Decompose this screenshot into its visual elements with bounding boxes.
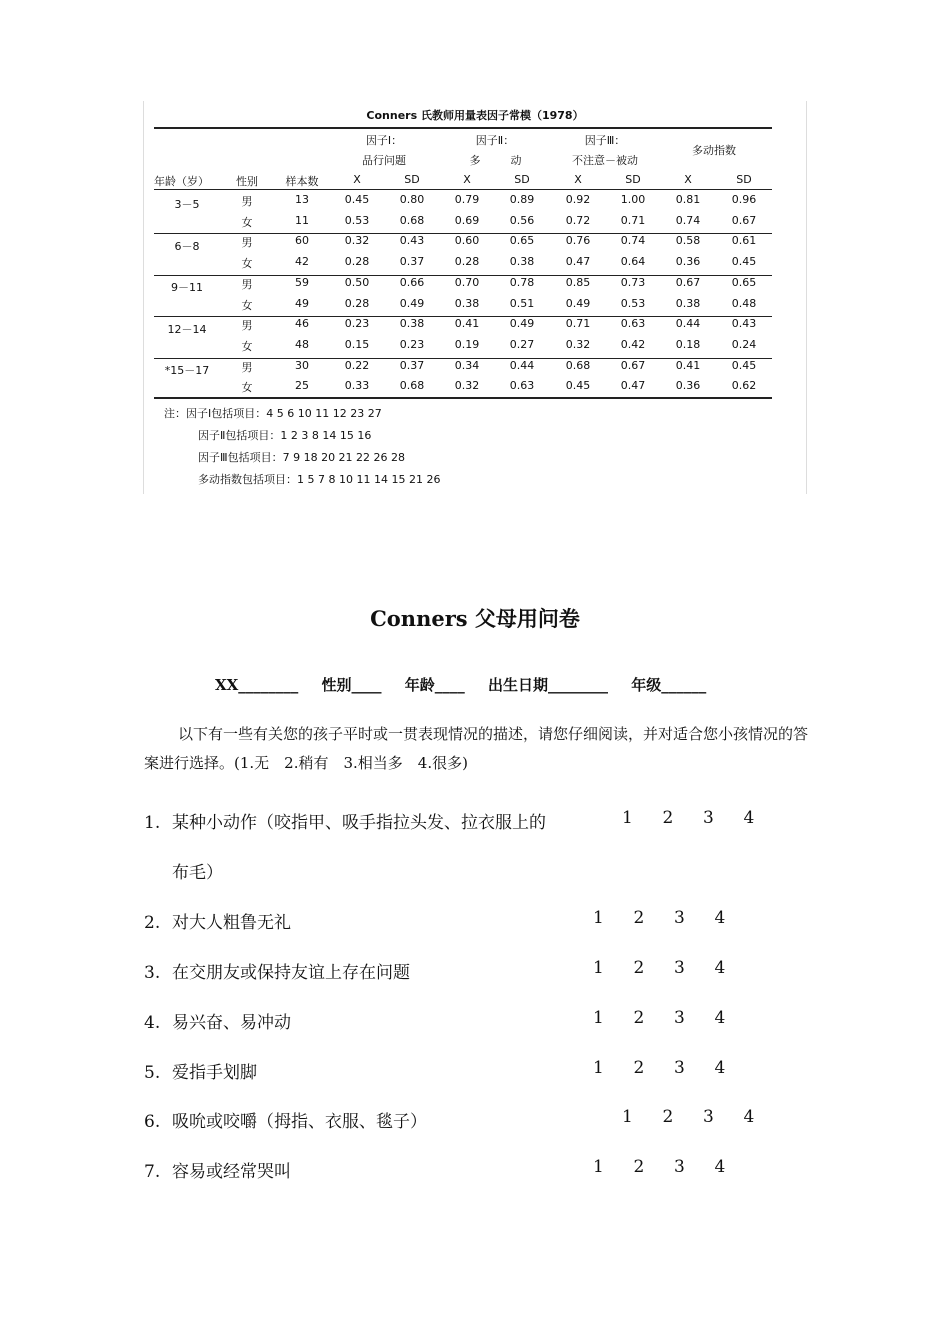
rating-option[interactable]: 2 xyxy=(633,908,645,928)
sample-size-cell: 30 xyxy=(295,358,309,372)
rating-scale xyxy=(593,1058,755,1078)
value-cell: 0.67 xyxy=(620,358,646,372)
rating-option[interactable]: 2 xyxy=(633,1157,645,1177)
rating-scale xyxy=(593,1008,755,1028)
value-cell: 0.36 xyxy=(675,255,701,269)
value-cell: 0.50 xyxy=(344,275,370,289)
value-cell: 0.85 xyxy=(565,275,591,289)
value-cell: 0.67 xyxy=(675,275,701,289)
rating-option[interactable]: 3 xyxy=(674,958,685,978)
sex-cell: 女 xyxy=(241,381,253,395)
value-cell: 0.38 xyxy=(509,255,535,269)
value-cell: 0.36 xyxy=(675,379,701,393)
header-f2-mean: X xyxy=(463,173,471,186)
rating-option[interactable]: 1 xyxy=(622,1107,633,1127)
norm-table-scan xyxy=(143,101,807,494)
value-cell: 0.80 xyxy=(399,193,425,206)
value-cell: 0.23 xyxy=(344,317,370,331)
rating-option[interactable]: 4 xyxy=(714,958,726,978)
value-cell: 0.38 xyxy=(675,296,701,310)
question-number: 7. xyxy=(144,1162,161,1182)
question-item xyxy=(144,1107,427,1132)
question-number: 2. xyxy=(144,913,161,933)
rating-scale xyxy=(622,808,784,828)
sex-field[interactable]: 性别____ xyxy=(321,676,382,694)
question-item xyxy=(144,808,546,833)
header-f1-sd: SD xyxy=(404,173,420,186)
rating-option[interactable]: 4 xyxy=(714,1157,726,1177)
value-cell: 0.66 xyxy=(399,275,425,289)
question-text: 爱指手划脚 xyxy=(172,1063,257,1083)
sample-size-cell: 48 xyxy=(295,337,309,351)
rating-option[interactable]: 2 xyxy=(633,958,645,978)
value-cell: 0.63 xyxy=(509,379,535,393)
value-cell: 0.61 xyxy=(731,234,757,248)
value-cell: 0.76 xyxy=(565,234,591,248)
question-number: 5. xyxy=(144,1063,161,1083)
sample-size-cell: 59 xyxy=(295,275,309,289)
value-cell: 0.49 xyxy=(509,317,535,331)
value-cell: 0.96 xyxy=(731,193,757,206)
value-cell: 0.27 xyxy=(509,337,535,351)
value-cell: 0.45 xyxy=(731,358,757,372)
header-factor2-name-2: 动 xyxy=(510,154,522,167)
header-factor3-name: 不注意－被动 xyxy=(572,154,638,167)
value-cell: 0.44 xyxy=(509,358,535,372)
rating-option[interactable]: 3 xyxy=(703,1107,714,1127)
value-cell: 0.37 xyxy=(399,255,425,269)
rating-option[interactable]: 4 xyxy=(714,1008,726,1028)
value-cell: 0.47 xyxy=(620,379,646,393)
rating-option[interactable]: 1 xyxy=(593,958,604,978)
table-note-3: 因子Ⅲ包括项目：7 9 18 20 21 22 26 28 xyxy=(198,451,406,464)
value-cell: 0.69 xyxy=(454,213,480,227)
rating-option[interactable]: 2 xyxy=(662,1107,674,1127)
question-item xyxy=(144,1058,257,1083)
question-text: 易兴奋、易冲动 xyxy=(172,1013,291,1033)
value-cell: 0.38 xyxy=(399,317,425,331)
sample-size-cell: 42 xyxy=(295,255,309,269)
value-cell: 0.60 xyxy=(454,234,480,248)
question-text: 对大人粗鲁无礼 xyxy=(172,913,291,933)
value-cell: 0.68 xyxy=(399,213,425,227)
sample-size-cell: 13 xyxy=(295,193,309,206)
question-text-continued: 布毛） xyxy=(172,863,223,883)
value-cell: 0.56 xyxy=(509,213,535,227)
question-item xyxy=(144,908,291,933)
header-f2-sd: SD xyxy=(514,173,530,186)
header-n: 样本数 xyxy=(285,175,319,188)
age-group-label: 6－8 xyxy=(174,239,200,253)
questionnaire-title: Conners 父母用问卷 xyxy=(370,606,580,631)
sample-size-cell: 46 xyxy=(295,317,309,331)
rating-option[interactable]: 3 xyxy=(674,1008,685,1028)
sex-cell: 女 xyxy=(241,257,253,271)
sex-cell: 男 xyxy=(241,319,253,333)
header-f1-mean: X xyxy=(353,173,361,186)
value-cell: 0.67 xyxy=(731,213,757,227)
birthdate-field[interactable]: 出生日期________ xyxy=(488,676,609,694)
value-cell: 0.22 xyxy=(344,358,370,372)
value-cell: 1.00 xyxy=(620,193,646,206)
rating-option[interactable]: 2 xyxy=(662,808,674,828)
value-cell: 0.41 xyxy=(454,317,480,331)
value-cell: 0.65 xyxy=(509,234,535,248)
value-cell: 0.15 xyxy=(344,337,370,351)
value-cell: 0.51 xyxy=(509,296,535,310)
value-cell: 0.65 xyxy=(731,275,757,289)
value-cell: 0.34 xyxy=(454,358,480,372)
question-item xyxy=(144,1008,291,1033)
value-cell: 0.45 xyxy=(565,379,591,393)
value-cell: 0.71 xyxy=(620,213,646,227)
question-item xyxy=(144,1157,291,1182)
rating-option[interactable]: 2 xyxy=(633,1008,645,1028)
value-cell: 0.28 xyxy=(454,255,480,269)
value-cell: 0.74 xyxy=(620,234,646,248)
value-cell: 0.32 xyxy=(454,379,480,393)
header-f3-sd: SD xyxy=(625,173,641,186)
rating-option[interactable]: 3 xyxy=(703,808,714,828)
rating-option[interactable]: 3 xyxy=(674,1157,685,1177)
sex-cell: 男 xyxy=(241,195,253,208)
value-cell: 0.79 xyxy=(454,193,480,206)
rating-option[interactable]: 4 xyxy=(743,1107,755,1127)
value-cell: 0.41 xyxy=(675,358,701,372)
sample-size-cell: 11 xyxy=(295,213,309,227)
rating-option[interactable]: 1 xyxy=(593,908,604,928)
sample-size-cell: 25 xyxy=(295,379,309,393)
value-cell: 0.81 xyxy=(675,193,701,206)
table-header-rule xyxy=(154,189,772,190)
rating-option[interactable]: 3 xyxy=(674,908,685,928)
value-cell: 0.68 xyxy=(565,358,591,372)
sample-size-cell: 49 xyxy=(295,296,309,310)
question-text: 在交朋友或保持友谊上存在问题 xyxy=(172,963,410,983)
value-cell: 0.47 xyxy=(565,255,591,269)
question-number: 4. xyxy=(144,1013,161,1033)
age-field[interactable]: 年龄____ xyxy=(404,676,465,694)
respondent-info-line xyxy=(215,674,724,695)
sex-cell: 男 xyxy=(241,277,253,291)
norm-table-title: Conners 氏教师用量表因子常模（1978） xyxy=(366,109,584,122)
header-sex: 性别 xyxy=(236,175,258,188)
value-cell: 0.45 xyxy=(344,193,370,206)
sex-cell: 男 xyxy=(241,360,253,374)
rating-option[interactable]: 3 xyxy=(674,1058,685,1078)
grade-field[interactable]: 年级______ xyxy=(631,676,707,694)
value-cell: 0.28 xyxy=(344,255,370,269)
header-hyper-mean: X xyxy=(684,173,692,186)
value-cell: 0.73 xyxy=(620,275,646,289)
header-factor2: 因子Ⅱ： xyxy=(475,134,515,147)
age-group-label: 3－5 xyxy=(174,198,200,212)
header-factor3: 因子Ⅲ： xyxy=(584,134,626,147)
question-text: 吸吮或咬嚼（拇指、衣服、毯子） xyxy=(172,1112,427,1132)
value-cell: 0.62 xyxy=(731,379,757,393)
age-group-label: 12－14 xyxy=(167,322,207,336)
table-note-1: 注：因子Ⅰ包括项目：4 5 6 10 11 12 23 27 xyxy=(164,407,382,420)
value-cell: 0.49 xyxy=(565,296,591,310)
value-cell: 0.72 xyxy=(565,213,591,227)
sex-cell: 女 xyxy=(241,215,253,229)
value-cell: 0.37 xyxy=(399,358,425,372)
table-top-rule xyxy=(154,127,772,129)
value-cell: 0.63 xyxy=(620,317,646,331)
rating-scale xyxy=(593,908,755,928)
value-cell: 0.43 xyxy=(399,234,425,248)
rating-scale xyxy=(622,1107,784,1127)
value-cell: 0.71 xyxy=(565,317,591,331)
header-f3-mean: X xyxy=(574,173,582,186)
header-factor1-name: 品行问题 xyxy=(362,154,406,167)
value-cell: 0.32 xyxy=(344,234,370,248)
value-cell: 0.44 xyxy=(675,317,701,331)
instructions: 以下有一些有关您的孩子平时或一贯表现情况的描述，请您仔细阅读，并对适合您小孩情况的答案进行选择。(1.无 2.稍有 3.相当多 4.很多) xyxy=(144,725,809,772)
value-cell: 0.64 xyxy=(620,255,646,269)
value-cell: 0.43 xyxy=(731,317,757,331)
header-hyper-index: 多动指数 xyxy=(692,144,736,157)
table-note-2: 因子Ⅱ包括项目：1 2 3 8 14 15 16 xyxy=(198,429,372,442)
question-text: 容易或经常哭叫 xyxy=(172,1162,291,1182)
value-cell: 0.53 xyxy=(620,296,646,310)
value-cell: 0.19 xyxy=(454,337,480,351)
value-cell: 0.58 xyxy=(675,234,701,248)
header-hyper-sd: SD xyxy=(736,173,752,186)
value-cell: 0.45 xyxy=(731,255,757,269)
value-cell: 0.48 xyxy=(731,296,757,310)
sex-cell: 女 xyxy=(241,339,253,353)
table-note-4: 多动指数包括项目：1 5 7 8 10 11 14 15 21 26 xyxy=(198,473,441,486)
value-cell: 0.68 xyxy=(399,379,425,393)
value-cell: 0.70 xyxy=(454,275,480,289)
question-number: 6. xyxy=(144,1112,161,1132)
header-factor2-name-1: 多 xyxy=(469,154,481,167)
value-cell: 0.53 xyxy=(344,213,370,227)
rating-option[interactable]: 1 xyxy=(593,1008,604,1028)
question-number: 1. xyxy=(144,813,161,833)
rating-scale xyxy=(593,958,755,978)
value-cell: 0.89 xyxy=(509,193,535,206)
rating-option[interactable]: 4 xyxy=(743,808,755,828)
rating-scale xyxy=(593,1157,755,1177)
table-bottom-rule xyxy=(154,397,772,399)
question-number: 3. xyxy=(144,963,161,983)
question-item xyxy=(144,958,410,983)
value-cell: 0.23 xyxy=(399,337,425,351)
rating-option[interactable]: 4 xyxy=(714,1058,726,1078)
rating-option[interactable]: 1 xyxy=(622,808,633,828)
age-group-label: *15－17 xyxy=(164,363,210,377)
value-cell: 0.33 xyxy=(344,379,370,393)
value-cell: 0.49 xyxy=(399,296,425,310)
rating-option[interactable]: 1 xyxy=(593,1157,604,1177)
header-age: 年龄（岁） xyxy=(154,175,209,188)
sex-cell: 女 xyxy=(241,298,253,312)
value-cell: 0.28 xyxy=(344,296,370,310)
value-cell: 0.38 xyxy=(454,296,480,310)
sample-size-cell: 60 xyxy=(295,234,309,248)
age-group-label: 9－11 xyxy=(171,281,203,295)
rating-option[interactable]: 1 xyxy=(593,1058,604,1078)
value-cell: 0.42 xyxy=(620,337,646,351)
rating-option[interactable]: 4 xyxy=(714,908,726,928)
rating-option[interactable]: 2 xyxy=(633,1058,645,1078)
value-cell: 0.92 xyxy=(565,193,591,206)
header-factor1: 因子Ⅰ： xyxy=(365,134,403,147)
value-cell: 0.24 xyxy=(731,337,757,351)
value-cell: 0.18 xyxy=(675,337,701,351)
question-text: 某种小动作（咬指甲、吸手指拉头发、拉衣服上的 xyxy=(172,813,546,833)
value-cell: 0.32 xyxy=(565,337,591,351)
sex-cell: 男 xyxy=(241,236,253,250)
value-cell: 0.74 xyxy=(675,213,701,227)
name-field[interactable]: XX________ xyxy=(215,676,299,694)
value-cell: 0.78 xyxy=(509,275,535,289)
